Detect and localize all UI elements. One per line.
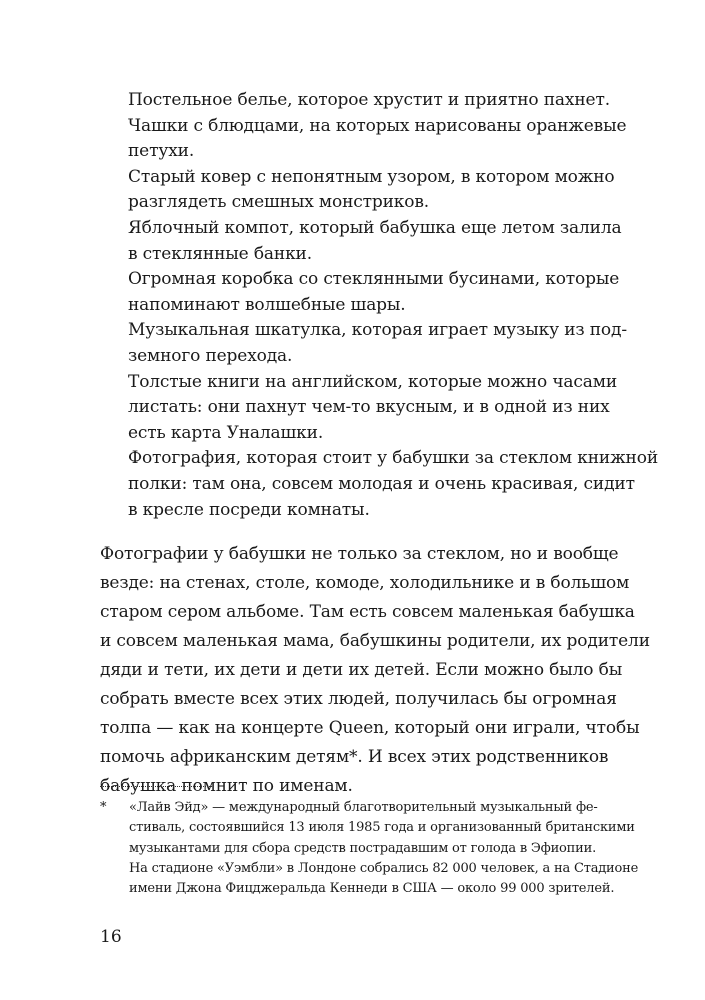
footnote-line: На стадионе «Уэмбли» в Лондоне собрались 82 000 человек, а на Стадионе <box>129 860 639 876</box>
paragraph-line: дяди и тети, их дети и дети их детей. Если можно было бы <box>100 660 623 680</box>
list-line: Старый ковер с непонятным узором, в котором можно <box>128 166 615 187</box>
footnote-line: «Лайв Эйд» — международный благотворительный музыкальный фе- <box>129 800 598 815</box>
paragraph-line: собрать вместе всех этих людей, получилась бы огромная <box>100 689 617 709</box>
list-line: земного перехода. <box>128 345 293 366</box>
list-line: в стеклянные банки. <box>128 243 312 264</box>
footnote-line: стиваль, состоявшийся 13 июля 1985 года и организованный британскими <box>129 820 635 836</box>
list-line: есть карта Уналашки. <box>128 422 324 443</box>
list-line: Музыкальная шкатулка, которая играет музыку из под- <box>128 320 627 341</box>
list-line: Огромная коробка со стеклянными бусинами, которые <box>128 269 620 290</box>
list-line: листать: они пахнут чем-то вкусным, и в одной из них <box>128 397 610 418</box>
list-line: Толстые книги на английском, которые можно часами <box>128 371 618 392</box>
paragraph-line: Фотографии у бабушки не только за стеклом, но и вообще <box>100 544 619 564</box>
list-line: Яблочный компот, который бабушка еще летом залила <box>128 217 622 238</box>
paragraph-line: везде: на стенах, столе, комоде, холодильнике и в большом <box>100 573 630 593</box>
footnote-line: музыкантами для сбора средств пострадавшим от голода в Эфиопии. <box>129 840 597 856</box>
body-paragraph <box>100 540 660 801</box>
list-block <box>128 88 659 523</box>
paragraph-line: старом сером альбоме. Там есть совсем маленькая бабушка <box>100 602 635 622</box>
page-number: 16 <box>100 927 122 947</box>
list-line: петухи. <box>128 141 195 162</box>
paragraph-line: бабушка помнит по именам. <box>100 776 353 796</box>
paragraph-line: помочь африканским детям*. И всех этих родственников <box>100 747 609 767</box>
list-line: в кресле посреди комнаты. <box>128 499 370 520</box>
footnote-line: имени Джона Фицджеральда Кеннеди в США — около 99 000 зрителей. <box>129 881 615 897</box>
footnote-body <box>129 798 660 899</box>
paragraph-line: и совсем маленькая мама, бабушкины родители, их родители <box>100 631 650 651</box>
list-line: напоминают волшебные шары. <box>128 294 406 315</box>
list-line: Постельное белье, которое хрустит и приятно пахнет. <box>128 90 610 110</box>
list-line: разглядеть смешных монстриков. <box>128 192 430 213</box>
list-line: Чашки с блюдцами, на которых нарисованы оранжевые <box>128 115 627 136</box>
list-line: Фотография, которая стоит у бабушки за стеклом книжной <box>128 448 659 469</box>
footnote-divider <box>100 786 212 787</box>
list-line: полки: там она, совсем молодая и очень красивая, сидит <box>128 473 635 494</box>
paragraph-line: толпа — как на концерте Queen, который они играли, чтобы <box>100 718 640 738</box>
footnote-marker: * <box>100 800 107 815</box>
